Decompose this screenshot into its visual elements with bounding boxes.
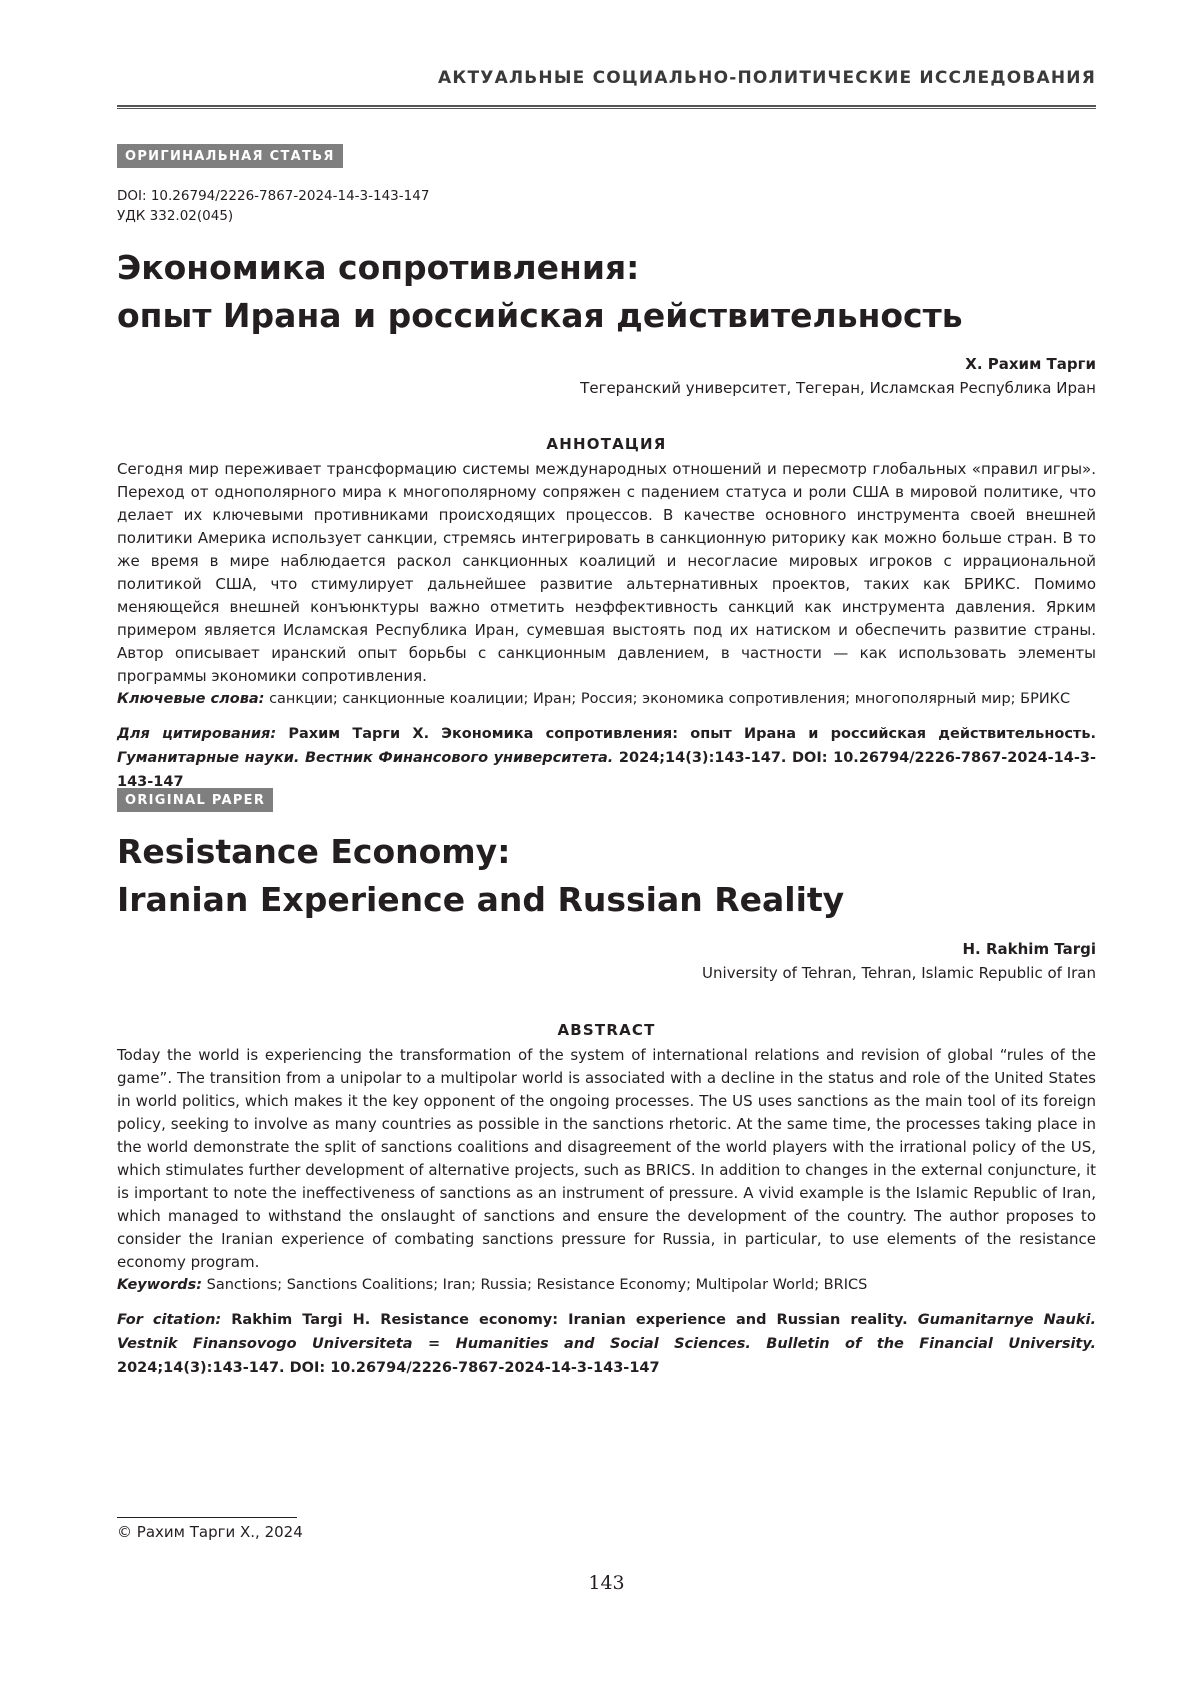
en-keywords-label: Keywords: — [117, 1277, 202, 1293]
en-article-title — [117, 828, 1096, 924]
ru-author-name: Х. Рахим Тарги — [580, 352, 1096, 376]
journal-section-header: АКТУАЛЬНЫЕ СОЦИАЛЬНО-ПОЛИТИЧЕСКИЕ ИССЛЕДОВАНИЯ — [438, 68, 1096, 88]
page-number: 143 — [117, 1572, 1096, 1594]
en-abstract-text: Today the world is experiencing the transformation of the system of international relations and revision of global “rules of the game”. The transition from a unipolar to a multipolar world is associated with a decline in the status and role of the United States in world politics, which makes it the key opponent of the ongoing processes. The US uses sanctions as the main tool of its foreign policy, seeking to involve as many countries as possible in the sanctions rhetoric. At the same time, the processes taking place in the world demonstrate the split of sanctions coalitions and disagreement of the world players with the irrational policy of the US, which stimulates further development of alternative projects, such as BRICS. In addition to changes in the external conjuncture, it is important to note the ineffectiveness of sanctions as an instrument of pressure. A vivid example is the Islamic Republic of Iran, which managed to withstand the onslaught of sanctions and ensure the development of the country. The author proposes to consider the Iranian experience of combating sanctions pressure for Russia, in particular, to use elements of the resistance economy program. — [117, 1044, 1096, 1274]
ru-article-title — [117, 244, 1096, 340]
udk-text: УДК 332.02(045) — [117, 206, 429, 226]
en-author-affiliation: University of Tehran, Tehran, Islamic Republic of Iran — [702, 961, 1096, 985]
footnote-rule — [117, 1517, 297, 1518]
ru-title-line-1: Экономика сопротивления: — [117, 244, 1096, 292]
ru-keywords — [117, 688, 1096, 711]
en-citation — [117, 1308, 1096, 1380]
en-title-line-1: Resistance Economy: — [117, 828, 1096, 876]
copyright-notice: © Рахим Тарги Х., 2024 — [117, 1520, 303, 1544]
en-abstract-heading: ABSTRACT — [117, 1021, 1096, 1039]
doi-text: DOI: 10.26794/2226-7867-2024-14-3-143-147 — [117, 186, 429, 206]
ru-keywords-list: санкции; санкционные коалиции; Иран; Россия; экономика сопротивления; многополярный мир; БРИКС — [264, 691, 1070, 707]
header-rule — [117, 105, 1096, 109]
ru-abstract-heading: АННОТАЦИЯ — [117, 435, 1096, 453]
ru-citation-label: Для цитирования: — [117, 726, 276, 742]
ru-doi-udk — [117, 186, 429, 226]
ru-citation — [117, 722, 1096, 794]
en-title-line-2: Iranian Experience and Russian Reality — [117, 876, 1096, 924]
ru-title-line-2: опыт Ирана и российская действительность — [117, 292, 1096, 340]
ru-author-affiliation: Тегеранский университет, Тегеран, Исламская Республика Иран — [580, 376, 1096, 400]
ru-keywords-label: Ключевые слова: — [117, 691, 264, 707]
en-citation-label: For citation: — [117, 1312, 221, 1328]
ru-citation-journal: Гуманитарные науки. Вестник Финансового университета. — [117, 750, 613, 766]
ru-author-block — [580, 352, 1096, 400]
en-keywords-list: Sanctions; Sanctions Coalitions; Iran; Russia; Resistance Economy; Multipolar World; BRICS — [202, 1277, 867, 1293]
ru-abstract-text: Сегодня мир переживает трансформацию системы международных отношений и пересмотр глобальных «правил игры». Переход от однополярного мира к многополярному сопряжен с падением статуса и роли США в мировой политике, что делает их ключевыми противниками происходящих процессов. В качестве основного инструмента своей внешней политики Америка использует санкции, стремясь интегрировать в санкционную риторику как можно больше стран. В то же время в мире наблюдается раскол санкционных коалиций и несогласие мировых игроков с иррациональной политикой США, что стимулирует дальнейшее развитие альтернативных проектов, таких как БРИКС. Помимо меняющейся внешней конъюнктуры важно отметить неэффективность санкций как инструмента давления. Ярким примером является Исламская Республика Иран, сумевшая выстоять под их натиском и обеспечить развитие страны. Автор описывает иранский опыт борьбы с санкционным давлением, в частности — как использовать элементы программы экономики сопротивления. — [117, 458, 1096, 688]
en-citation-journal: Gumanitarnye Nauki. Vestnik Finansovogo Universiteta = Humanities and Social Sciences. Bulletin of the Financial University. — [117, 1312, 1096, 1352]
en-citation-ref: 2024;14(3):143-147. DOI: 10.26794/2226-7867-2024-14-3-143-147 — [117, 1360, 660, 1376]
en-article-type-tag: ORIGINAL PAPER — [117, 788, 273, 812]
ru-citation-main: Рахим Тарги Х. Экономика сопротивления: опыт Ирана и российская действительность. — [276, 726, 1096, 742]
en-keywords — [117, 1274, 1096, 1297]
en-citation-main: Rakhim Targi H. Resistance economy: Iranian experience and Russian reality. — [221, 1312, 918, 1328]
en-author-block — [702, 937, 1096, 985]
ru-citation-ref: 2024;14(3):143-147. DOI: 10.26794/2226-7867-2024-14-3-143-147 — [117, 750, 1096, 790]
ru-article-type-tag: ОРИГИНАЛЬНАЯ СТАТЬЯ — [117, 144, 343, 168]
en-author-name: H. Rakhim Targi — [702, 937, 1096, 961]
